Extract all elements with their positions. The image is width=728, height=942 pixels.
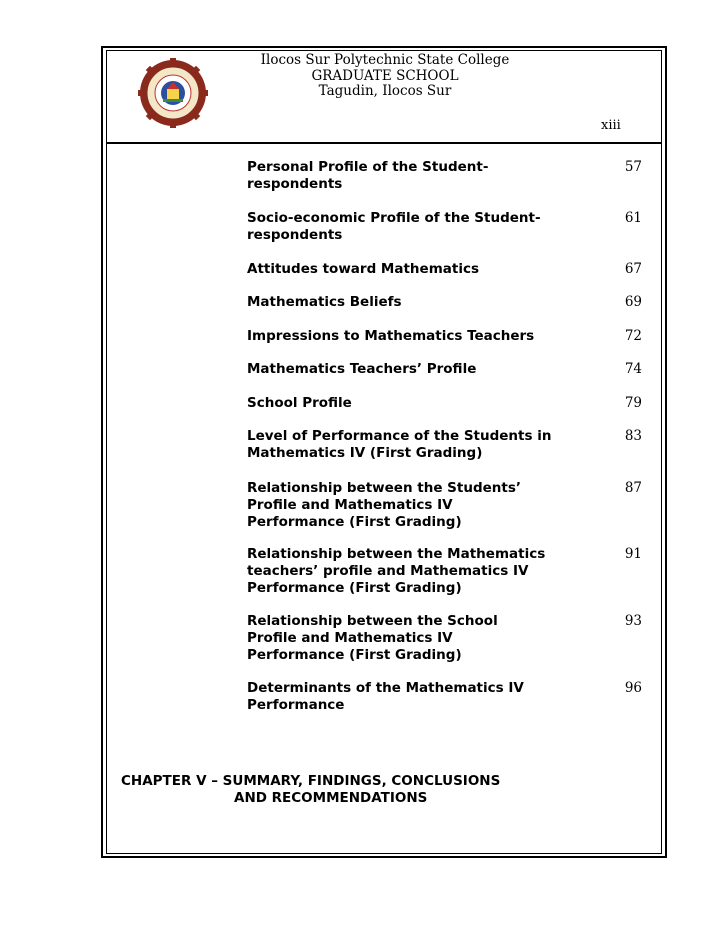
toc-entry-line: Mathematics IV (First Grading) [247, 445, 483, 461]
toc-entry-line: Socio-economic Profile of the Student- [247, 210, 541, 226]
institution-header [205, 53, 565, 100]
toc-entry-title [247, 361, 557, 378]
school-location: Tagudin, Ilocos Sur [318, 83, 452, 99]
header-divider [106, 142, 662, 144]
toc-entry-title [247, 613, 557, 664]
toc-entry-line: Performance [247, 697, 345, 713]
toc-entry-line: Relationship between the Students’ [247, 480, 522, 496]
toc-entry-line: School Profile [247, 395, 352, 411]
toc-entry-line: Level of Performance of the Students in [247, 428, 552, 444]
toc-entry-page: 57 [624, 159, 642, 175]
toc-entry-title [247, 328, 557, 345]
toc-entry-line: Profile and Mathematics IV [247, 630, 453, 646]
toc-entry-line: Impressions to Mathematics Teachers [247, 328, 535, 344]
toc-entry-page: 74 [624, 361, 642, 377]
toc-entry-title [247, 261, 557, 278]
toc-entry-line: Relationship between the Mathematics [247, 546, 546, 562]
toc-entry-line: Attitudes toward Mathematics [247, 261, 479, 277]
toc-entry-page: 87 [624, 480, 642, 496]
toc-entry-page: 69 [624, 294, 642, 310]
toc-entry-line: Performance (First Grading) [247, 647, 462, 663]
toc-entry-title [247, 395, 557, 412]
toc-entry-title [247, 480, 557, 531]
toc-entry-page: 83 [624, 428, 642, 444]
chapter-title-line2: AND RECOMMENDATIONS [234, 790, 428, 806]
toc-entry-page: 67 [624, 261, 642, 277]
institution-name: Ilocos Sur Polytechnic State College [260, 52, 510, 68]
toc-entry-line: Mathematics Beliefs [247, 294, 402, 310]
college-seal-icon [138, 58, 208, 128]
toc-entry-page: 96 [624, 680, 642, 696]
toc-entry-page: 91 [624, 546, 642, 562]
toc-entry-line: Mathematics Teachers’ Profile [247, 361, 477, 377]
toc-entry-line: Determinants of the Mathematics IV [247, 680, 524, 696]
page-number: xiii [601, 118, 621, 133]
toc-entry-line: Personal Profile of the Student- [247, 159, 489, 175]
school-name: GRADUATE SCHOOL [311, 67, 459, 84]
toc-entry-line: Performance (First Grading) [247, 580, 462, 596]
toc-entry-page: 72 [624, 328, 642, 344]
toc-entry-title [247, 210, 557, 244]
toc-entry-title [247, 680, 557, 714]
toc-entry-title [247, 546, 557, 597]
toc-entry-line: Profile and Mathematics IV [247, 497, 453, 513]
chapter-heading [121, 773, 500, 807]
toc-entry-page: 61 [624, 210, 642, 226]
toc-entry-line: respondents [247, 176, 343, 192]
chapter-title-line1: CHAPTER V – SUMMARY, FINDINGS, CONCLUSIONS [121, 773, 501, 789]
toc-entry-line: teachers’ profile and Mathematics IV [247, 563, 529, 579]
toc-entry-page: 93 [624, 613, 642, 629]
toc-entry-page: 79 [624, 395, 642, 411]
toc-entry-line: Performance (First Grading) [247, 514, 462, 530]
toc-entry-title [247, 428, 557, 462]
toc-entry-title [247, 159, 557, 193]
toc-entry-title [247, 294, 557, 311]
toc-entry-line: Relationship between the School [247, 613, 498, 629]
toc-entry-line: respondents [247, 227, 343, 243]
